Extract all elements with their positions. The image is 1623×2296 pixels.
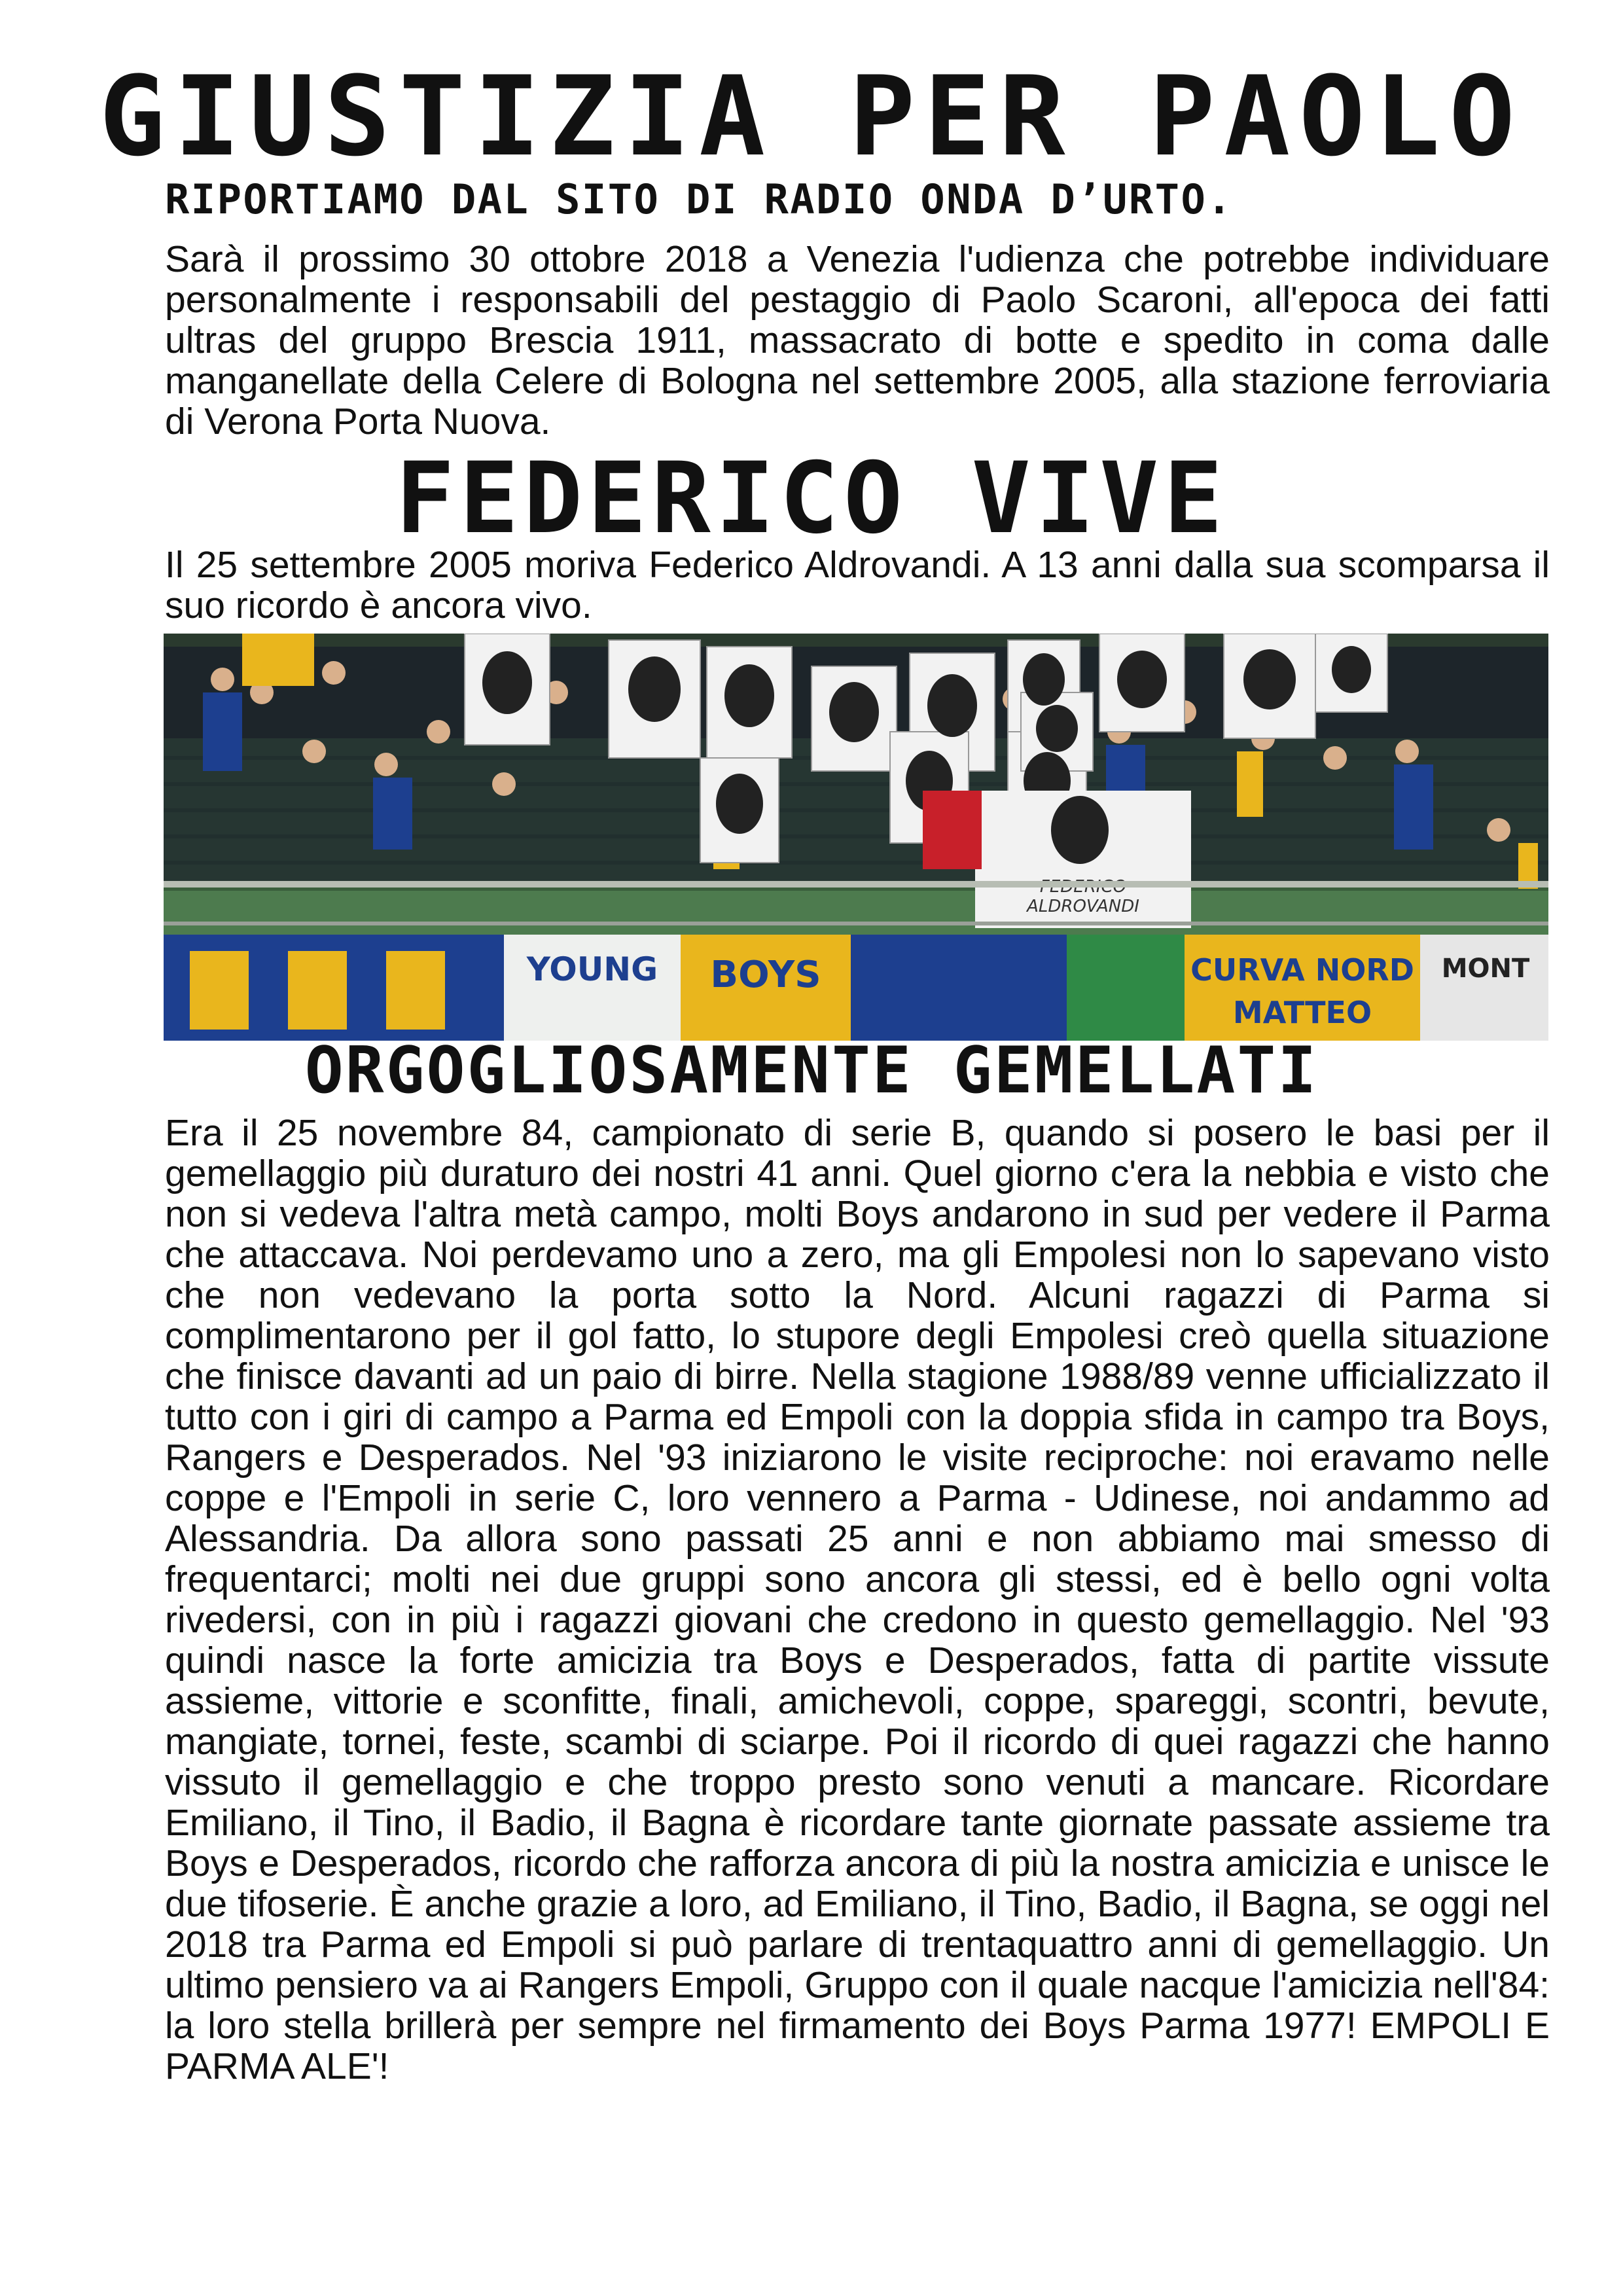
federico-heading: FEDERICO VIVE (395, 442, 1228, 556)
lower-banners (164, 935, 1548, 1041)
main-title: GIUSTIZIA PER PAOLO (99, 52, 1524, 181)
paolo-paragraph: Sarà il prossimo 30 ottobre 2018 a Venezia l'udienza che potrebbe individuare personalmente i responsabili del pestaggio di Paolo Scaroni, all'epoca dei fatti ultras del gruppo Brescia 1911, massacrato di botte e spedito in coma dalle manganellate della Celere di Bologna nel settembre 2005, alla stazione ferroviaria di Verona Porta Nuova. (165, 238, 1550, 442)
banner-matteo: MATTEO (1232, 995, 1372, 1030)
gemellati-heading: ORGOGLIOSAMENTE GEMELLATI (304, 1033, 1319, 1108)
stadium-crowd-image (164, 634, 1548, 1041)
aldrovandi-banner (975, 791, 1191, 928)
red-jacket-fan (923, 791, 982, 869)
banner-text-line2: ALDROVANDI (1027, 897, 1139, 916)
banner-mont: MONT (1441, 954, 1530, 984)
banner-boys: BOYS (710, 954, 821, 996)
gemellati-paragraph: Era il 25 novembre 84, campionato di serie B, quando si posero le basi per il gemellaggio più duraturo dei nostri 41 anni. Quel giorno c'era la nebbia e visto che non si vedeva l'altra metà campo, molti Boys andarono in sud per vedere il Parma che attaccava. Noi perdevamo uno a zero, ma gli Empolesi non lo sapevano visto che non vedevano la porta sotto la Nord. Alcuni ragazzi di Parma si complimentarono per il gol fatto, lo stupore degli Empolesi creò quella situazione che finisce davanti ad un paio di birre. Nella stagione 1988/89 venne ufficializzato il tutto con i giri di campo a Parma ed Empoli con la doppia sfida in campo tra Boys, Rangers e Desperados. Nel '93 iniziarono le visite reciproche: noi eravamo nelle coppe e l'Empoli in serie C, loro vennero a Parma - Udinese, noi andammo ad Alessandria. Da allora sono passati 25 anni e non abbiamo mai smesso di frequentarci; molti nei due gruppi sono ancora gli stessi, ed è bello ogni volta rivedersi, con in più i ragazzi giovani che credono in questo gemellaggio. Nel '93 quindi nasce la forte amicizia tra Boys e Desperados, fatta di partite vissute assieme, vittorie e sconfitte, finali, amichevoli, coppe, spareggi, scontri, bevute, mangiate, tornei, feste, scambi di sciarpe. Poi il ricordo di quei ragazzi che hanno vissuto il gemellaggio e che troppo presto sono venuti a mancare. Ricordare Emiliano, il Tino, il Badio, il Bagna è ricordare tante giornate passate assieme tra Boys e Desperados, ricordo che rafforza ancora di più la nostra amicizia e unisce le due tifoserie. È anche grazie a loro, ad Emiliano, il Tino, Badio, il Bagna, se oggi nel 2018 tra Parma ed Empoli si può parlare di trentaquattro anni di gemellaggio. Un ultimo pensiero va ai Rangers Empoli, Gruppo con il quale nacque l'amicizia nell'84: la loro stella brillerà per sempre nel firmamento dei Boys Parma 1977! EMPOLI E PARMA ALE'! (165, 1112, 1550, 2087)
banner-young: YOUNG (526, 950, 658, 988)
stadium-photo (164, 634, 1548, 1041)
source-subtitle: RIPORTIAMO DAL SITO DI RADIO ONDA D’URTO. (165, 175, 1234, 223)
federico-paragraph: Il 25 settembre 2005 moriva Federico Aldrovandi. A 13 anni dalla sua scomparsa il suo ricordo è ancora vivo. (165, 544, 1550, 626)
banner-curva-nord: CURVA NORD (1190, 952, 1414, 988)
